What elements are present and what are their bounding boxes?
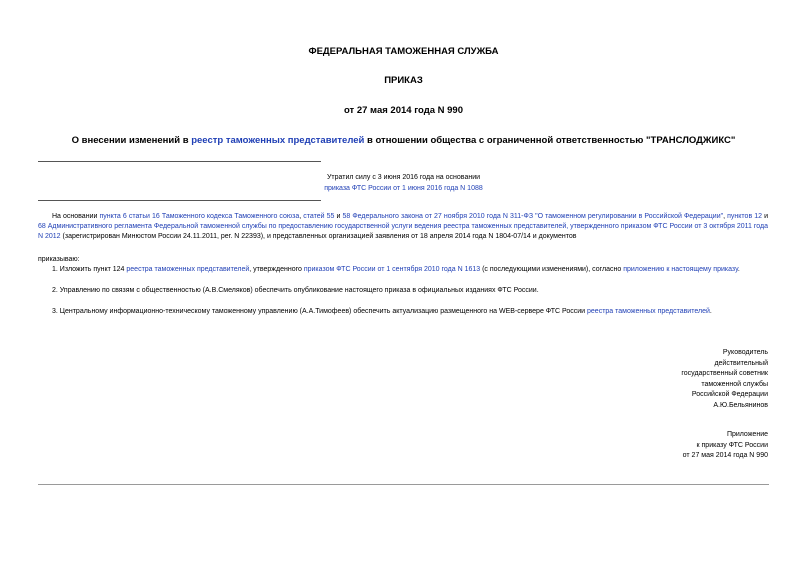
subject-suffix: в отношении общества с ограниченной ответственностью "ТРАНСЛОДЖИКС" [364, 135, 736, 146]
page-bottom-rule [38, 484, 769, 485]
signature-line: государственный советник [681, 370, 768, 377]
link-regulation[interactable]: 68 Административного регламента Федеральной таможенной службы по предоставлению государственной услуги ведения реестра таможенных представителей, утвержденного приказом ФТС России от 3 октября 2011 года N 2012 [38, 223, 768, 240]
divider-bottom [38, 200, 321, 201]
order-word: приказываю: [38, 256, 80, 263]
subject-link-registry[interactable]: реестр таможенных представителей [191, 135, 365, 146]
agency-title: ФЕДЕРАЛЬНАЯ ТАМОЖЕННАЯ СЛУЖБА [308, 46, 499, 57]
expired-line: Утратил силу с 3 июня 2016 года на основании [326, 174, 481, 181]
order-item-1: 1. Изложить пункт 124 реестра таможенных представителей, утвержденного приказом ФТС России от 1 сентября 2010 года N 1613 (с последующими изменениями), согласно приложению к настоящему приказу. [52, 266, 740, 273]
expired-note [0, 172, 807, 194]
subject-prefix: О внесении изменений в [71, 135, 192, 146]
link-appendix[interactable]: приложению к настоящему приказу [623, 266, 738, 273]
signature-line: А.Ю.Бельянинов [713, 401, 768, 409]
signature-line: Руководитель [722, 349, 768, 356]
link-federal-law[interactable]: 58 Федерального закона от 27 ноября 2010 года N 311-ФЗ "О таможенном регулировании в Российской Федерации" [342, 213, 724, 220]
signature-line: действительный [714, 359, 768, 367]
signature-line: таможенной службы [701, 380, 768, 388]
document-type: ПРИКАЗ [384, 75, 423, 86]
divider-top [38, 161, 321, 162]
appendix-line: к приказу ФТС России [696, 441, 768, 449]
order-item-3: 3. Центральному информационно-техническому таможенному управлению (А.А.Тимофеев) обеспечить актуализацию размещенного на WEB-сервере ФТС России реестра таможенных представителей. [52, 308, 712, 315]
appendix-line: от 27 мая 2014 года N 990 [682, 452, 768, 459]
link-point-12[interactable]: пунктов 12 [727, 213, 763, 220]
document-date-number: от 27 мая 2014 года N 990 [343, 105, 464, 116]
appendix-block [683, 430, 768, 462]
expired-link[interactable]: приказа ФТС России от 1 июня 2016 года N 1088 [324, 185, 483, 192]
link-registry-item-3[interactable]: реестра таможенных представителей [587, 308, 710, 315]
link-registry-item-1[interactable]: реестра таможенных представителей [126, 266, 250, 273]
link-order-1613[interactable]: приказом ФТС России от 1 сентября 2010 года N 1613 [303, 266, 481, 273]
signature-block [681, 348, 768, 411]
link-article-55[interactable]: статей 55 [303, 213, 335, 220]
link-customs-code[interactable]: пункта 6 статьи 16 Таможенного кодекса Таможенного союза [99, 213, 300, 220]
signature-line: Российской Федерации [691, 391, 768, 398]
appendix-line: Приложение [726, 431, 768, 438]
order-item-2: 2. Управлению по связям с общественностью (А.В.Смеляков) обеспечить опубликование настоящего приказа в официальных изданиях ФТС России. [52, 287, 539, 294]
preamble-paragraph: На основании пункта 6 статьи 16 Таможенного кодекса Таможенного союза, статей 55 и 58 Федерального закона от 27 ноября 2010 года N 311-ФЗ "О таможенном регулировании в Российской Федерации", пунктов 12 и 68 Административного регламента Федеральной таможенной службы по предоставлению государственной услуги ведения реестра таможенных представителей, утвержденного приказом ФТС России от 3 октября 2011 года N 2012 (зарегистрирован Минюстом России 24.11.2011, рег. N 22393), и представленных организацией заявления от 18 апреля 2014 года N 1804-07/14 и документов [38, 213, 768, 240]
document-subject [0, 135, 807, 146]
